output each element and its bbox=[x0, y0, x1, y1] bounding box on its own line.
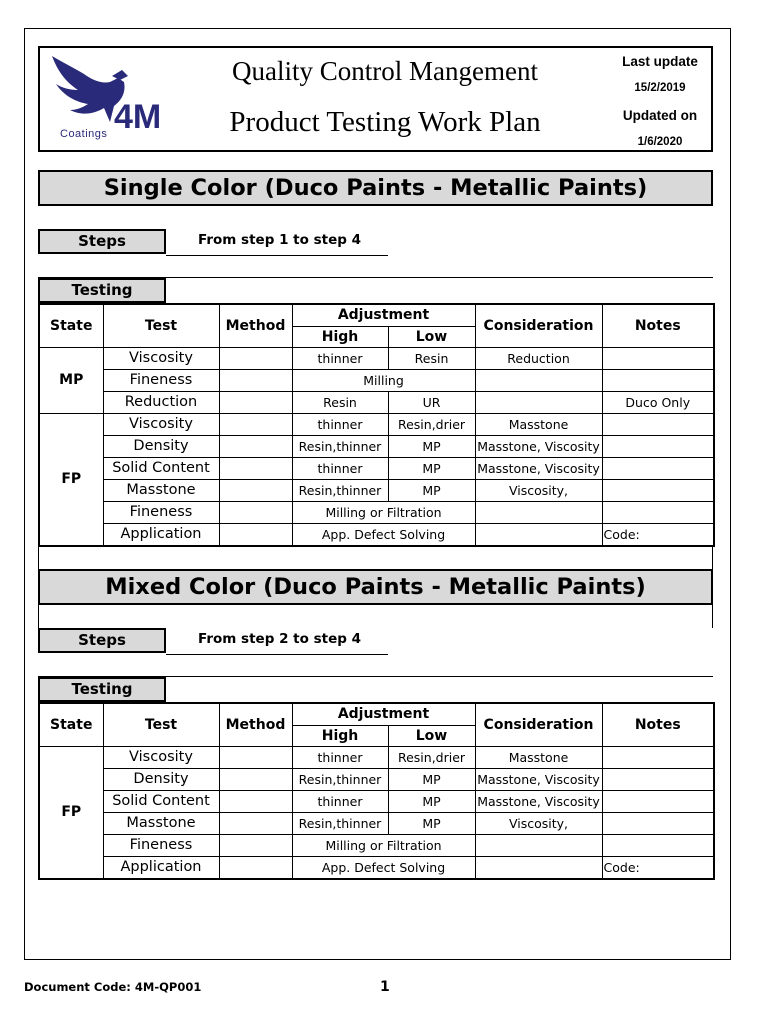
notes-cell: Code: bbox=[602, 523, 714, 546]
adjustment-merged-cell: Milling or Filtration bbox=[292, 501, 475, 523]
high-cell: Resin bbox=[292, 391, 388, 413]
notes-cell: Duco Only bbox=[602, 391, 714, 413]
table-row bbox=[39, 369, 714, 391]
test-cell: Density bbox=[103, 435, 219, 457]
col-test: Test bbox=[103, 703, 219, 746]
consideration-cell: Reduction bbox=[475, 347, 602, 369]
notes-cell: Code: bbox=[602, 856, 714, 879]
method-cell bbox=[219, 347, 292, 369]
title-line-1: Quality Control Mangement bbox=[232, 56, 538, 86]
consideration-cell: Masstone, Viscosity bbox=[475, 790, 602, 812]
low-cell: MP bbox=[388, 457, 475, 479]
table-row bbox=[39, 501, 714, 523]
table-row bbox=[39, 457, 714, 479]
test-cell: Solid Content bbox=[103, 457, 219, 479]
document-code: Document Code: 4M-QP001 bbox=[24, 980, 202, 994]
high-cell: Resin,thinner bbox=[292, 812, 388, 834]
test-cell: Density bbox=[103, 768, 219, 790]
method-cell bbox=[219, 457, 292, 479]
state-cell: MP bbox=[39, 347, 103, 413]
col-method: Method bbox=[219, 703, 292, 746]
title-line-2: Product Testing Work Plan bbox=[229, 106, 541, 138]
high-cell: Resin,thinner bbox=[292, 479, 388, 501]
method-cell bbox=[219, 746, 292, 768]
method-cell bbox=[219, 856, 292, 879]
test-cell: Reduction bbox=[103, 391, 219, 413]
high-cell: thinner bbox=[292, 746, 388, 768]
low-cell: MP bbox=[388, 812, 475, 834]
consideration-cell bbox=[475, 856, 602, 879]
updated-on-value: 1/6/2020 bbox=[637, 136, 683, 148]
notes-cell bbox=[602, 501, 714, 523]
table-row bbox=[39, 856, 714, 879]
notes-cell bbox=[602, 435, 714, 457]
method-cell bbox=[219, 790, 292, 812]
section2-steps-text: From step 2 to step 4 bbox=[198, 631, 361, 647]
col-notes: Notes bbox=[602, 304, 714, 347]
high-cell: thinner bbox=[292, 347, 388, 369]
table-row bbox=[39, 347, 714, 369]
section-gap-1 bbox=[38, 546, 713, 571]
table-row bbox=[39, 768, 714, 790]
col-method: Method bbox=[219, 304, 292, 347]
section1-steps-underline bbox=[166, 255, 388, 256]
test-cell: Viscosity bbox=[103, 347, 219, 369]
method-cell bbox=[219, 812, 292, 834]
method-cell bbox=[219, 413, 292, 435]
consideration-cell bbox=[475, 834, 602, 856]
consideration-cell: Masstone, Viscosity bbox=[475, 435, 602, 457]
logo-text: Coatings bbox=[60, 128, 108, 140]
high-cell: thinner bbox=[292, 790, 388, 812]
notes-cell bbox=[602, 347, 714, 369]
table-row bbox=[39, 413, 714, 435]
high-cell: thinner bbox=[292, 457, 388, 479]
page-number: 1 bbox=[380, 979, 390, 995]
col-state: State bbox=[39, 304, 103, 347]
consideration-cell bbox=[475, 501, 602, 523]
last-update-label: Last update bbox=[622, 54, 698, 69]
updated-on-label: Updated on bbox=[622, 108, 698, 123]
method-cell bbox=[219, 834, 292, 856]
adjustment-merged-cell: App. Defect Solving bbox=[292, 523, 475, 546]
adjustment-merged-cell: Milling bbox=[292, 369, 475, 391]
method-cell bbox=[219, 479, 292, 501]
notes-cell bbox=[602, 413, 714, 435]
consideration-cell bbox=[475, 523, 602, 546]
method-cell bbox=[219, 391, 292, 413]
test-cell: Viscosity bbox=[103, 746, 219, 768]
low-cell: MP bbox=[388, 790, 475, 812]
col-state: State bbox=[39, 703, 103, 746]
method-cell bbox=[219, 369, 292, 391]
section1-testing-table bbox=[38, 303, 715, 547]
test-cell: Solid Content bbox=[103, 790, 219, 812]
section1-steps-label: Steps bbox=[38, 229, 166, 254]
table-row bbox=[39, 812, 714, 834]
consideration-cell: Masstone, Viscosity bbox=[475, 768, 602, 790]
col-low: Low bbox=[388, 725, 475, 746]
col-adjustment: Adjustment bbox=[292, 304, 475, 326]
consideration-cell bbox=[475, 369, 602, 391]
col-high: High bbox=[292, 326, 388, 347]
col-adjustment: Adjustment bbox=[292, 703, 475, 725]
consideration-cell: Viscosity, bbox=[475, 479, 602, 501]
table-row bbox=[39, 790, 714, 812]
section-gap-2 bbox=[38, 605, 713, 628]
consideration-cell: Masstone bbox=[475, 746, 602, 768]
col-notes: Notes bbox=[602, 703, 714, 746]
table-row bbox=[39, 391, 714, 413]
test-cell: Application bbox=[103, 856, 219, 879]
col-consideration: Consideration bbox=[475, 703, 602, 746]
low-cell: MP bbox=[388, 479, 475, 501]
low-cell: MP bbox=[388, 768, 475, 790]
state-cell: FP bbox=[39, 413, 103, 546]
method-cell bbox=[219, 523, 292, 546]
test-cell: Fineness bbox=[103, 501, 219, 523]
state-cell: FP bbox=[39, 746, 103, 879]
section1-steps-text: From step 1 to step 4 bbox=[198, 232, 361, 248]
section2-steps-label: Steps bbox=[38, 628, 166, 653]
notes-cell bbox=[602, 790, 714, 812]
high-cell: Resin,thinner bbox=[292, 435, 388, 457]
last-update-value: 15/2/2019 bbox=[634, 82, 686, 94]
table-row bbox=[39, 523, 714, 546]
col-test: Test bbox=[103, 304, 219, 347]
test-cell: Fineness bbox=[103, 834, 219, 856]
col-high: High bbox=[292, 725, 388, 746]
notes-cell bbox=[602, 812, 714, 834]
low-cell: MP bbox=[388, 435, 475, 457]
low-cell: Resin bbox=[388, 347, 475, 369]
adjustment-merged-cell: App. Defect Solving bbox=[292, 856, 475, 879]
table-row bbox=[39, 435, 714, 457]
document-header bbox=[38, 46, 713, 152]
section2-steps-underline bbox=[166, 654, 388, 655]
notes-cell bbox=[602, 479, 714, 501]
svg-text:4M: 4M bbox=[114, 98, 162, 136]
consideration-cell: Masstone, Viscosity bbox=[475, 457, 602, 479]
adjustment-merged-cell: Milling or Filtration bbox=[292, 834, 475, 856]
notes-cell bbox=[602, 834, 714, 856]
consideration-cell: Masstone bbox=[475, 413, 602, 435]
notes-cell bbox=[602, 369, 714, 391]
test-cell: Fineness bbox=[103, 369, 219, 391]
col-consideration: Consideration bbox=[475, 304, 602, 347]
table-row bbox=[39, 834, 714, 856]
low-cell: Resin,drier bbox=[388, 413, 475, 435]
test-cell: Viscosity bbox=[103, 413, 219, 435]
test-cell: Application bbox=[103, 523, 219, 546]
method-cell bbox=[219, 501, 292, 523]
col-low: Low bbox=[388, 326, 475, 347]
low-cell: Resin,drier bbox=[388, 746, 475, 768]
section1-banner: Single Color (Duco Paints - Metallic Paints) bbox=[38, 170, 713, 206]
high-cell: thinner bbox=[292, 413, 388, 435]
method-cell bbox=[219, 435, 292, 457]
method-cell bbox=[219, 768, 292, 790]
high-cell: Resin,thinner bbox=[292, 768, 388, 790]
notes-cell bbox=[602, 457, 714, 479]
consideration-cell: Viscosity, bbox=[475, 812, 602, 834]
section2-testing-table bbox=[38, 702, 715, 880]
test-cell: Masstone bbox=[103, 812, 219, 834]
section2-testing-label: Testing bbox=[38, 677, 166, 702]
consideration-cell bbox=[475, 391, 602, 413]
table-row bbox=[39, 746, 714, 768]
section2-banner: Mixed Color (Duco Paints - Metallic Paints) bbox=[38, 569, 713, 605]
notes-cell bbox=[602, 768, 714, 790]
section1-testing-label: Testing bbox=[38, 278, 166, 303]
notes-cell bbox=[602, 746, 714, 768]
low-cell: UR bbox=[388, 391, 475, 413]
table-row bbox=[39, 479, 714, 501]
test-cell: Masstone bbox=[103, 479, 219, 501]
